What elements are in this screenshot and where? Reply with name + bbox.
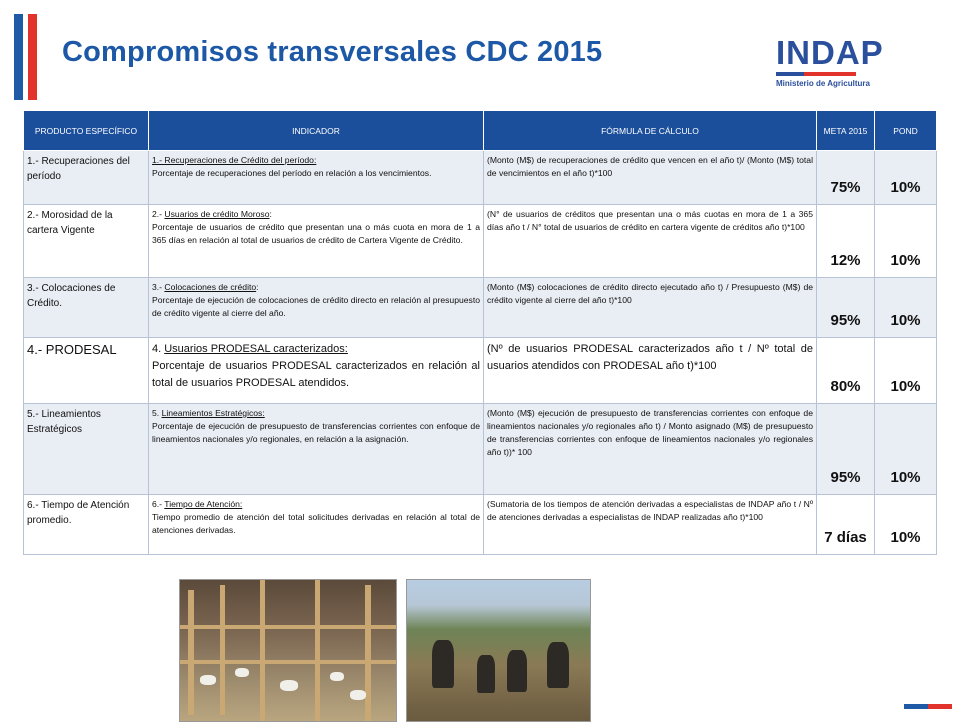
cell-producto: 5.- Lineamientos Estratégicos [24, 404, 149, 495]
footer-accent-blue [904, 704, 928, 709]
table-row [24, 151, 937, 205]
page-title: Compromisos transversales CDC 2015 [62, 36, 603, 68]
logo-wordmark: INDAP [776, 34, 884, 71]
cell-formula: (Monto (M$) de recuperaciones de crédito que vencen en el año t)/ (Monto (M$) total de vencimientos en el año t)*100 [484, 151, 817, 205]
cell-producto: 2.- Morosidad de la cartera Vigente [24, 205, 149, 278]
accent-bar-blue [14, 14, 23, 100]
table-row [24, 205, 937, 278]
cell-producto: 1.- Recuperaciones del período [24, 151, 149, 205]
header-indicador: INDICADOR [149, 111, 484, 151]
cell-pond: 10% [875, 205, 937, 278]
cell-pond: 10% [875, 338, 937, 404]
cell-meta: 80% [817, 338, 875, 404]
indap-logo [776, 36, 906, 98]
table-header-row [24, 111, 937, 151]
cell-formula: (Monto (M$) colocaciones de crédito directo ejecutado año t) / Presupuesto (M$) de crédito vigente al cierre del año t)*100 [484, 278, 817, 338]
cell-indicador: 4. Usuarios PRODESAL caracterizados: Porcentaje de usuarios PRODESAL caracterizados en relación al total de usuarios PRODESAL atendidos. [149, 338, 484, 404]
table-row [24, 404, 937, 495]
cell-pond: 10% [875, 495, 937, 555]
cell-producto: 3.- Colocaciones de Crédito. [24, 278, 149, 338]
cell-indicador: 6.- Tiempo de Atención: Tiempo promedio de atención del total solicitudes derivadas en relación al total de atenciones derivadas. [149, 495, 484, 555]
logo-subtitle: Ministerio de Agricultura [776, 79, 870, 88]
header-pond: POND [875, 111, 937, 151]
cell-meta: 7 días [817, 495, 875, 555]
accent-bar-red [28, 14, 37, 100]
farmers-field-photo [406, 579, 591, 722]
cell-pond: 10% [875, 278, 937, 338]
table-row [24, 278, 937, 338]
goat-barn-photo [179, 579, 397, 722]
cell-producto: 4.- PRODESAL [24, 338, 149, 404]
logo-underline [776, 72, 906, 76]
header-formula: FÓRMULA DE CÁLCULO [484, 111, 817, 151]
cell-meta: 12% [817, 205, 875, 278]
cell-indicador: 2.- Usuarios de crédito Moroso: Porcentaje de usuarios de crédito que presentan una o más cuota en mora de 1 a 365 días en relación al total de usuarios de crédito de Cartera Vigente de Crédito. [149, 205, 484, 278]
cell-meta: 95% [817, 278, 875, 338]
cell-pond: 10% [875, 404, 937, 495]
header-producto: PRODUCTO ESPECÍFICO [24, 111, 149, 151]
table-row [24, 338, 937, 404]
header-meta: META 2015 [817, 111, 875, 151]
cell-indicador: 1.- Recuperaciones de Crédito del período: Porcentaje de recuperaciones del período en relación a los vencimientos. [149, 151, 484, 205]
cell-formula: (Nº de usuarios PRODESAL caracterizados año t / Nº total de usuarios atendidos con PRODESAL año t)*100 [484, 338, 817, 404]
table-row [24, 495, 937, 555]
cell-formula: (N° de usuarios de créditos que presentan una o más cuotas en mora de 1 a 365 días año t / N° total de usuarios de crédito en cartera vigente de créditos año t)*100 [484, 205, 817, 278]
cell-meta: 75% [817, 151, 875, 205]
cell-formula: (Sumatoria de los tiempos de atención derivadas a especialistas de INDAP año t / Nº de atenciones derivadas a especialistas de INDAP realizadas año t)*100 [484, 495, 817, 555]
cell-indicador: 3.- Colocaciones de crédito: Porcentaje de ejecución de colocaciones de crédito directo en relación al presupuesto de crédito vigente al cierre del año. [149, 278, 484, 338]
cell-formula: (Monto (M$) ejecución de presupuesto de transferencias corrientes con enfoque de lineamientos nacionales y/o regionales año t) / Monto asignado (M$) de presupuesto de transferencias corrientes con enfoque de lineamientos nacionales y/o regionales año t))* 100 [484, 404, 817, 495]
cell-meta: 95% [817, 404, 875, 495]
cell-pond: 10% [875, 151, 937, 205]
footer-accent-red [928, 704, 952, 709]
cell-indicador: 5. Lineamientos Estratégicos: Porcentaje de ejecución de presupuesto de transferencias corrientes con enfoque de lineamientos nacionales y/o regionales, en relación a la asignación. [149, 404, 484, 495]
commitments-table [23, 110, 937, 555]
cell-producto: 6.- Tiempo de Atención promedio. [24, 495, 149, 555]
